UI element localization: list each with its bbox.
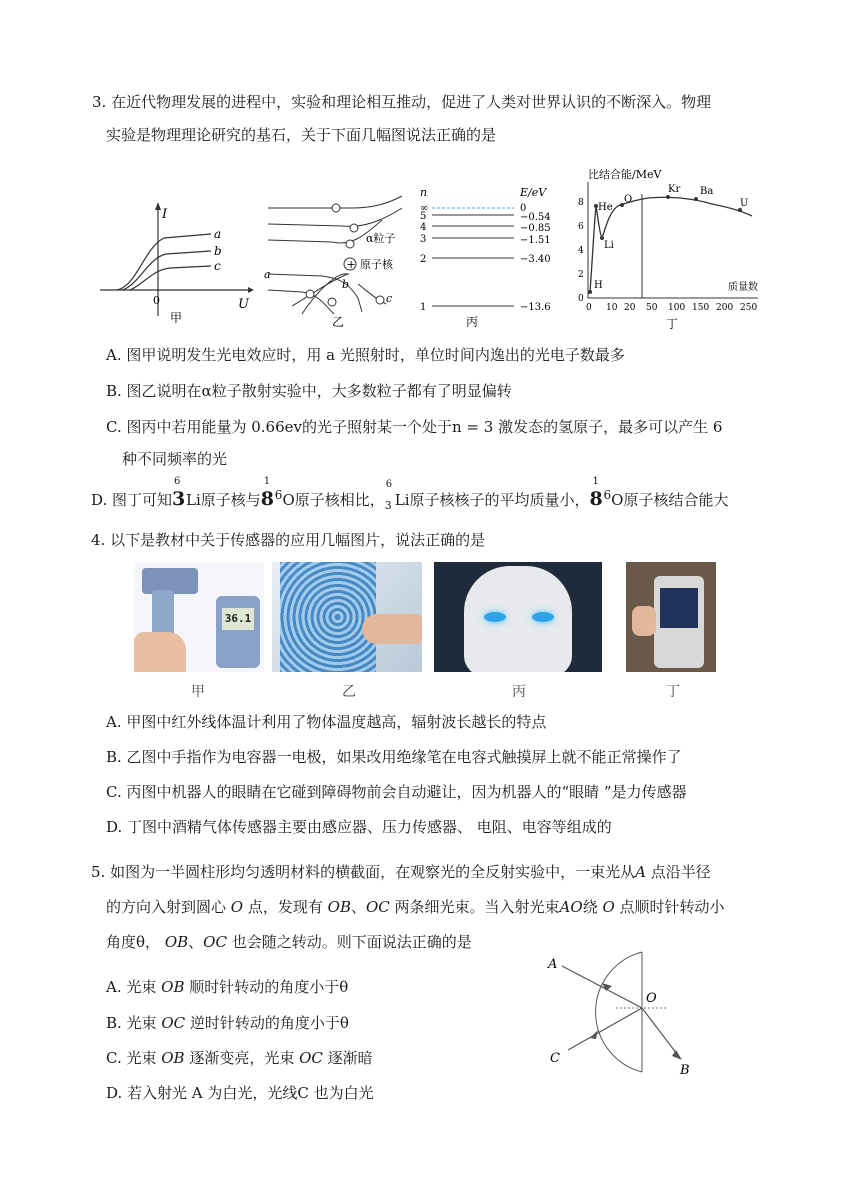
bing-n-3: 3	[420, 234, 427, 245]
q5-stem-line3	[106, 931, 472, 952]
bing-n-1: 1	[420, 302, 427, 313]
ding-xtick-200: 200	[716, 303, 734, 313]
q5-c-b: 逐渐变亮，光束	[184, 1049, 300, 1067]
q5-l3-b: 、	[188, 933, 204, 951]
q5-l1-b: 点沿半径	[645, 863, 711, 881]
q5-option-c	[106, 1047, 373, 1068]
q3-d-li1-mass: 6	[174, 476, 181, 487]
bing-n-5: 5	[420, 211, 427, 222]
ding-li-label: Li	[604, 240, 614, 251]
q4-caption-ding: 丁	[666, 684, 680, 700]
bing-e-4: −0.85	[520, 223, 551, 234]
q3-d-li2-sup: 6	[385, 479, 393, 490]
q5-stem-line2	[106, 896, 725, 917]
q5-fig-O: O	[646, 991, 657, 1006]
q5-l2-c: 、	[350, 898, 366, 916]
jia-y-label: I	[162, 207, 168, 222]
photo-jia-thermometer	[134, 562, 264, 672]
q5-l2-b: 点，发现有	[243, 898, 328, 916]
photo-yi-touchscreen	[272, 562, 422, 672]
thermometer-display: 36.1	[222, 608, 254, 630]
ding-x-label: 质量数	[728, 282, 758, 293]
ding-xtick-10: 10	[606, 303, 618, 313]
q3-d-li2: Li原子核核子的平均质量小，	[394, 491, 590, 509]
q3-stem-line1: 3. 在近代物理发展的进程中，实验和理论相互推动，促进了人类对世界认识的不断深入。物理	[92, 93, 712, 111]
q5-stem-line1	[91, 861, 711, 882]
q5-b-OC: OC	[161, 1014, 186, 1032]
q4-caption-bing: 丙	[512, 684, 526, 700]
q5-l2-a: 的方向入射到圆心	[106, 898, 231, 916]
q3-option-c-line2: 种不同频率的光	[122, 450, 228, 468]
jia-x-label: U	[238, 297, 249, 312]
q5-l2-f: 点顺时针转动小	[614, 898, 725, 916]
bing-e-1: −13.6	[520, 302, 551, 313]
q4-option-c: C. 丙图中机器人的眼睛在它碰到障碍物前会自动避让，因为机器人的“眼睛 ”是力传感器	[106, 783, 687, 801]
figure-ding-binding-energy	[572, 166, 768, 332]
yi-nucleus-label: 原子核	[360, 258, 393, 271]
ding-ytick-0: 0	[578, 294, 584, 304]
q5-l3-OB: OB	[164, 933, 189, 951]
q4-option-a: A. 甲图中红外线体温计利用了物体温度越高，辐射波长越长的特点	[106, 713, 547, 731]
q3-option-d	[91, 476, 729, 512]
q3-option-b: B. 图乙说明在α粒子散射实验中，大多数粒子都有了明显偏转	[106, 382, 512, 400]
q3-d-o2-sup: 1	[592, 476, 599, 487]
ding-xtick-0: 0	[586, 303, 592, 313]
q4-caption-jia: 甲	[191, 684, 205, 700]
yi-caption: 乙	[332, 315, 345, 329]
photo-ding-alcohol-tester	[626, 562, 716, 672]
ding-y-label: 比结合能/MeV	[588, 168, 662, 181]
ding-xtick-150: 150	[692, 303, 710, 313]
q5-a-OB: OB	[161, 978, 185, 996]
q5-b-a: B. 光束	[106, 1014, 162, 1032]
jia-curve-a: a	[214, 227, 222, 241]
q3-d-end: O原子核结合能大	[611, 491, 729, 509]
ding-ba-label: Ba	[700, 186, 714, 197]
q3-option-a: A. 图甲说明发生光电效应时，用 a 光照射时，单位时间内逸出的光电子数最多	[106, 346, 625, 364]
jia-caption: 甲	[170, 311, 183, 325]
q3-d-li2-sub: 3	[384, 499, 392, 512]
q5-l3-OC: OC	[203, 933, 227, 951]
q5-option-d: D. 若入射光 A 为白光，光线C 也为白光	[106, 1084, 374, 1102]
q3-stem-line2: 实验是物理理论研究的基石，关于下面几幅图说法正确的是	[106, 126, 497, 144]
ding-xtick-50: 50	[646, 303, 658, 313]
q5-fig-A: A	[548, 957, 558, 972]
q4-option-b: B. 乙图中手指作为电容器一电极，如果改用绝缘笔在电容式触摸屏上就不能正常操作了	[106, 748, 682, 766]
q4-stem: 4. 以下是教材中关于传感器的应用几幅图片，说法正确的是	[91, 531, 486, 549]
q5-l1-A: A	[635, 863, 646, 881]
figure-bing-energy-levels	[416, 184, 566, 332]
bing-e-5: −0.54	[520, 212, 551, 223]
bing-n-inf: ∞	[420, 203, 429, 214]
bing-e-2: −3.40	[520, 254, 551, 265]
ding-kr-label: Kr	[668, 184, 681, 195]
q5-fig-C: C	[550, 1051, 560, 1066]
q5-option-a	[106, 976, 348, 997]
jia-curve-c: c	[214, 259, 221, 273]
q5-c-OC: OC	[299, 1049, 323, 1067]
ding-ytick-6: 6	[578, 222, 584, 232]
yi-alpha-label: α粒子	[366, 232, 396, 245]
ding-o-label: O	[624, 194, 633, 205]
q5-a-a: A. 光束	[106, 978, 162, 996]
q5-b-b: 逆时针转动的角度小于θ	[185, 1014, 349, 1032]
figure-yi-alpha-scattering	[262, 194, 412, 334]
q5-l2-d: 两条细光束。当入射光束	[389, 898, 560, 916]
ding-caption: 丁	[666, 317, 679, 331]
jia-origin: 0	[153, 294, 160, 307]
q5-l2-AO: AO	[559, 898, 583, 916]
q5-c-OB: OB	[161, 1049, 185, 1067]
q5-l2-e: 绕	[582, 898, 603, 916]
q3-d-o2-mass: 6	[603, 488, 612, 502]
ding-ytick-2: 2	[578, 270, 584, 280]
ding-xtick-100: 100	[668, 303, 686, 313]
bing-n-4: 4	[420, 222, 427, 233]
yi-label-a: a	[264, 268, 271, 281]
q5-l3-c: 也会随之转动。则下面说法正确的是	[226, 933, 472, 951]
ding-xtick-250: 250	[740, 303, 758, 313]
q3-d-li1: Li原子核与	[186, 491, 261, 509]
q3-d-mid: O原子核相比，	[282, 491, 385, 509]
q3-d-prefix: D. 图丁可知	[91, 491, 173, 509]
q5-a-b: 顺时针转动的角度小于θ	[184, 978, 349, 996]
q5-l2-O: O	[230, 898, 244, 916]
q3-d-o2-big: 8	[589, 488, 603, 510]
q5-fig-B: B	[680, 1063, 690, 1078]
svg-text:+: +	[346, 258, 356, 271]
q5-option-b	[106, 1012, 349, 1033]
ding-h-label: H	[594, 280, 603, 291]
figure-jia-photoelectric	[96, 198, 256, 328]
bing-n-label: n	[420, 186, 428, 199]
q5-l2-OC: OC	[365, 898, 390, 916]
q5-l2-O2: O	[602, 898, 615, 916]
ding-ytick-8: 8	[578, 198, 584, 208]
bing-caption: 丙	[466, 315, 479, 329]
bing-n-2: 2	[420, 254, 427, 265]
q4-caption-yi: 乙	[342, 684, 356, 700]
photo-bing-robot	[434, 562, 602, 672]
q3-d-o1-big: 8	[260, 488, 275, 510]
q5-l1-a: 5. 如图为一半圆柱形均匀透明材料的横截面，在观察光的全反射实验中，一束光从	[91, 863, 636, 881]
q3-d-o1-sup: 1	[263, 476, 271, 487]
ding-ytick-4: 4	[578, 246, 584, 256]
q4-option-d: D. 丁图中酒精气体传感器主要由感应器、压力传感器、 电阻、电容等组成的	[106, 818, 612, 836]
bing-e-inf: 0	[520, 203, 527, 214]
q5-l3-a: 角度θ，	[106, 933, 165, 951]
q5-l2-OB: OB	[327, 898, 351, 916]
ding-xtick-20: 20	[624, 303, 636, 313]
jia-curve-b: b	[214, 244, 222, 258]
q3-d-li1-z: 3	[172, 488, 186, 510]
q5-c-c: 逐渐暗	[322, 1049, 373, 1067]
bing-e-3: −1.51	[520, 235, 551, 246]
q3-d-o1-mass: 6	[274, 488, 283, 502]
q5-c-a: C. 光束	[106, 1049, 162, 1067]
yi-label-b: b	[342, 278, 350, 291]
q3-option-c-line1: C. 图丙中若用能量为 0.66ev的光子照射某一个处于n = 3 激发态的氢原子，最多可以产生 6	[106, 418, 723, 436]
figure-q5-semicircle	[540, 946, 710, 1080]
yi-label-c: c	[386, 292, 393, 305]
ding-he-label: He	[598, 202, 613, 213]
ding-u-label: U	[740, 198, 749, 209]
bing-e-label: E/eV	[520, 186, 547, 199]
